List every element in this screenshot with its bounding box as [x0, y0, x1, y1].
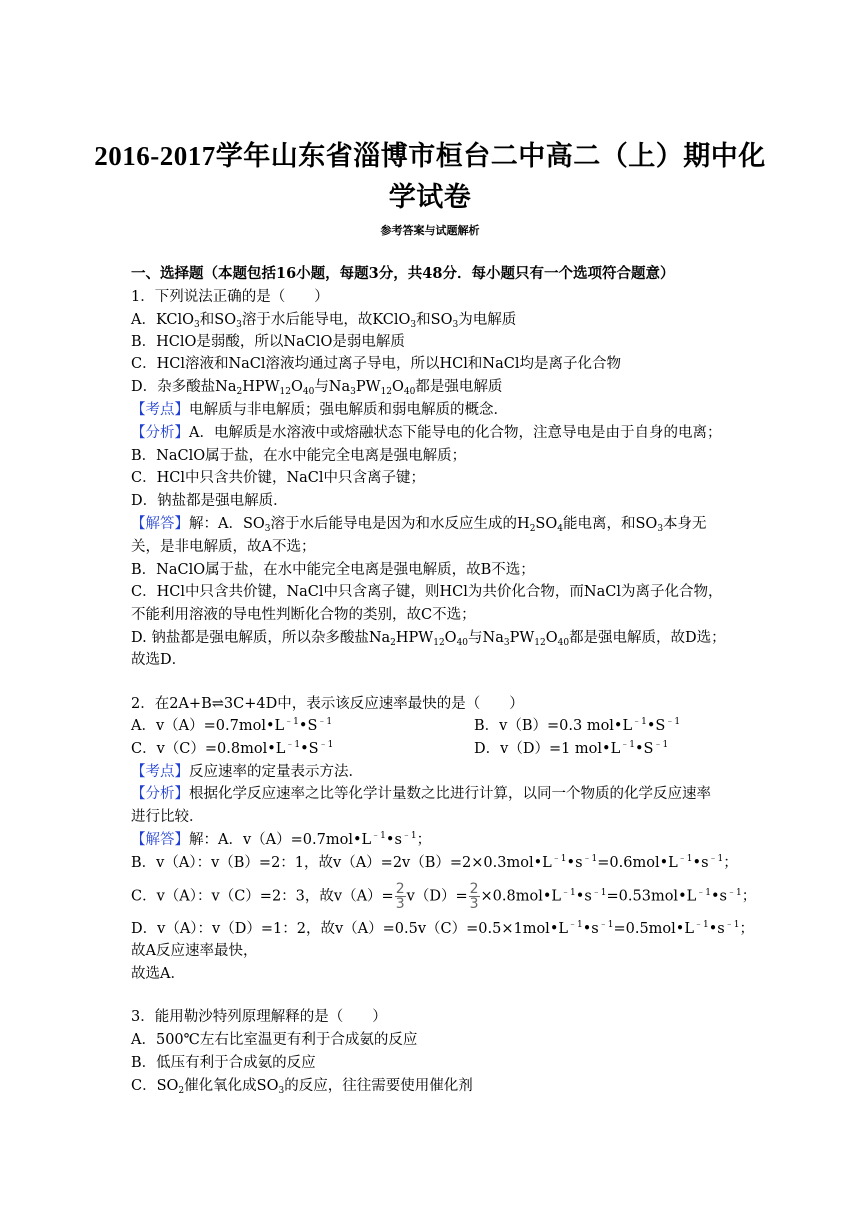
q1-jieda-4: C．HCl中只含共价键，NaCl中只含离子键，则HCl为共价化合物，而NaCl为离子化合物，	[131, 584, 723, 600]
document-title-line1: 2016-2017学年山东省淄博市桓台二中高二（上）期中化	[94, 141, 766, 171]
document-title-line2: 学试卷	[388, 182, 472, 212]
q1-jieda-7: 故选D．	[131, 652, 187, 668]
kaodian-tag: 【考点】	[131, 402, 189, 418]
q2-option-c: C．$v(C)=0.8mol•L^{﹣1}•S^{﹣1}$	[131, 740, 334, 757]
q1-kaodian: 【考点】电解质与非电解质；强电解质和弱电解质的概念．	[131, 402, 508, 418]
q2-option-b: B．v（B）=0.3 $mol•L^{﹣1}•S^{﹣1}$	[474, 717, 681, 734]
q1-option-d: D．杂多酸盐$Na_2HPW_{12}O_{40}$与$Na_3PW_{12}O_{40}$都是强电解质	[131, 379, 503, 397]
q1-option-c: C．HCl溶液和NaCl溶液均通过离子导电，所以HCl和NaCl均是离子化合物	[131, 356, 621, 372]
q2-jieda-4: D．v（A）：v（D）=1：2，故$v(A)=0.5v(C)=0.5\times 1mol•L^{﹣1}•s^{﹣1}=0.5mol•L^{﹣1}•s^{﹣1}$；	[131, 920, 754, 937]
q1-jieda-3: B．NaClO属于盐，在水中能完全电离是强电解质，故B不选；	[131, 562, 535, 578]
q1-option-b: B．HClO是弱酸，所以NaClO是弱电解质	[131, 334, 405, 350]
q1-jieda-2: 关，是非电解质，故A不选；	[131, 539, 316, 555]
fenxi-tag: 【分析】	[131, 425, 189, 441]
q3-option-c: C．$SO_2$催化氧化成$SO_3$的反应，往往需要使用催化剂	[131, 1078, 473, 1096]
q2-fenxi-1: 【分析】根据化学反应速率之比等化学计量数之比进行计算，以同一个物质的化学反应速率	[131, 786, 711, 802]
q2-stem: 2．在2A+B⇌3C+4D中，表示该反应速率最快的是（ ）	[131, 696, 524, 712]
q3-option-a: A．500℃左右比室温更有利于合成氨的反应	[131, 1032, 418, 1048]
q2-jieda-1: 【解答】解：A．$v(A)=0.7mol•L^{﹣1}•s^{﹣1}$；	[131, 831, 432, 848]
q2-jieda-5: 故A反应速率最快，	[131, 943, 258, 959]
document-subtitle: 参考答案与试题解析	[380, 224, 480, 237]
q2-option-d: D．v（D）=1 $mol•L^{﹣1}•S^{﹣1}$	[474, 740, 669, 757]
jieda-tag: 【解答】	[131, 516, 189, 532]
q3-option-b: B．低压有利于合成氨的反应	[131, 1055, 316, 1071]
q1-fenxi-4: D．钠盐都是强电解质．	[131, 493, 288, 509]
q2-kaodian: 【考点】反应速率的定量表示方法．	[131, 764, 363, 780]
q1-fenxi-2: B．NaClO属于盐，在水中能完全电离是强电解质；	[131, 448, 467, 464]
q2-options-cd	[131, 739, 731, 761]
q1-option-a: A．KClO$_3$和$SO_3$溶于水后能导电，故KClO$_3$和$SO_3$为电解质	[131, 312, 517, 330]
q2-options-ab	[131, 716, 731, 738]
q1-stem: 1．下列说法正确的是（ ）	[131, 289, 329, 305]
q2-jieda-6: 故选A．	[131, 966, 185, 982]
q2-jieda-2: B．v（A）：v（B）=2：1，故$v(A)=2v(B)=2\times 0.3mol•L^{﹣1}•s^{﹣1}=0.6mol•L^{﹣1}•s^{﹣1}$；	[131, 854, 738, 871]
q1-jieda-5: 不能利用溶液的导电性判断化合物的类别，故C不选；	[131, 607, 476, 623]
fraction-two-thirds: $\frac{2}{3}$	[395, 881, 405, 912]
q2-fenxi-2: 进行比较．	[131, 809, 204, 825]
q2-option-a: A．$v(A)=0.7mol•L^{﹣1}•S^{﹣1}$	[131, 717, 333, 734]
fraction-two-thirds: $\frac{2}{3}$	[469, 881, 479, 912]
q3-stem: 3．能用勒沙特列原理解释的是（ ）	[131, 1009, 387, 1025]
section-heading: 一、选择题（本题包括16小题，每题3分，共48分．每小题只有一个选项符合题意）	[131, 265, 675, 282]
q2-jieda-3: C．v（A）：v（C）=2：3，故v（A）= $\frac{2}{3}$ v（D）= $\frac{2}{3}$ $\times 0.8mol•L^{﹣1}•s^{﹣1}=0.53mol•L^{﹣1}•s^{﹣1}$；	[131, 881, 757, 912]
q1-jieda-6: D. 钠盐都是强电解质，所以杂多酸盐$Na_2HPW_{12}O_{40}$与$Na_3PW_{12}O_{40}$都是强电解质，故D选；	[131, 630, 726, 648]
q1-jieda-1: 【解答】解：A．$SO_3$溶于水后能导电是因为和水反应生成的$H_2SO_4$能电离，和$SO_3$本身无	[131, 516, 707, 534]
q1-fenxi-1: 【分析】A．电解质是水溶液中或熔融状态下能导电的化合物，注意导电是由于自身的电离；	[131, 425, 722, 441]
q1-fenxi-3: C．HCl中只含共价键，NaCl中只含离子键；	[131, 470, 426, 486]
